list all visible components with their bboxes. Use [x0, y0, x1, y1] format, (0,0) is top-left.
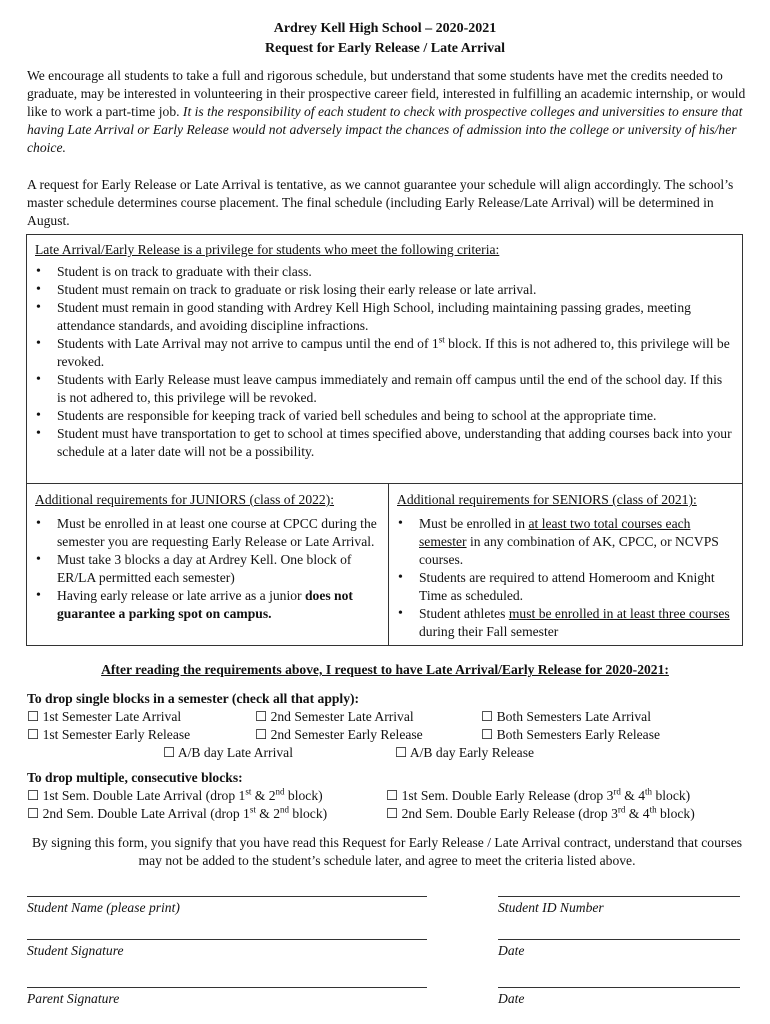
list-item: • Students are responsible for keeping track of varied bell schedules and being to school at the appropriate time.	[27, 407, 732, 425]
list-item: • Student must have transportation to get to school at times specified above, understanding that adding courses back into your schedule at a later date will not be a possibility.	[27, 425, 732, 461]
checkbox-ab-day-late-arrival[interactable]: ☐ A/B day Late Arrival	[163, 745, 293, 760]
intro-paragraph	[27, 67, 747, 157]
list-item: • Must take 3 blocks a day at Ardrey Kell. One block of ER/LA permitted each semester)	[27, 551, 382, 587]
multiple-blocks-heading: To drop multiple, consecutive blocks:	[27, 770, 243, 785]
student-signature-label: Student Signature	[27, 943, 124, 958]
list-item: • Must be enrolled in at least two total courses each semester in any combination of AK, CPCC, or NCVPS courses.	[389, 515, 734, 569]
criteria-list	[27, 263, 732, 461]
intro-italic-text: It is the responsibility of each student to check with prospective colleges and universities to ensure that having Late Arrival or Early Release would not adversely impact the chances of admission into the college or university of his/her choice.	[27, 104, 743, 155]
date-line-2[interactable]	[498, 987, 740, 988]
juniors-heading: Additional requirements for JUNIORS (class of 2022):	[35, 492, 335, 507]
list-item: • Students with Early Release must leave campus immediately and remain off campus until the end of the school day. If this is not adhered to, this privilege will be revoked.	[27, 371, 732, 407]
seniors-box	[388, 483, 743, 646]
intro-text: We encourage all students to take a full and rigorous schedule, but understand that some students have met the credits needed to graduate, may be interested in volunteering in their prospective career field, interested in fulfilling an academic internship, or would like to work a part-time job.	[27, 68, 746, 119]
seniors-heading: Additional requirements for SENIORS (class of 2021):	[397, 492, 697, 507]
date-label-2: Date	[498, 991, 525, 1006]
list-item: • Having early release or late arrive as a junior does not guarantee a parking spot on campus.	[27, 587, 382, 623]
list-item: • Must be enrolled in at least one course at CPCC during the semester you are requesting Early Release or Late Arrival.	[27, 515, 382, 551]
checkbox-1st-sem-early-release[interactable]: ☐ 1st Semester Early Release	[27, 727, 191, 742]
criteria-heading: Late Arrival/Early Release is a privilege for students who meet the following criteria:	[35, 242, 500, 257]
student-signature-line[interactable]	[27, 939, 427, 940]
checkbox-both-sem-late-arrival[interactable]: ☐ Both Semesters Late Arrival	[481, 709, 651, 724]
date-line-1[interactable]	[498, 939, 740, 940]
list-item: • Students are required to attend Homeroom and Knight Time as scheduled.	[389, 569, 734, 605]
checkbox-1st-sem-double-late[interactable]: ☐ 1st Sem. Double Late Arrival (drop 1st & 2nd block)	[27, 786, 323, 803]
student-id-line[interactable]	[498, 896, 740, 897]
single-blocks-heading: To drop single blocks in a semester (check all that apply):	[27, 691, 360, 706]
juniors-list	[27, 515, 382, 623]
checkbox-both-sem-early-release[interactable]: ☐ Both Semesters Early Release	[481, 727, 661, 742]
date-label-1: Date	[498, 943, 525, 958]
agreement-text: By signing this form, you signify that you have read this Request for Early Release / Late Arrival contract, understand that courses may not be added to the student’s schedule later, and agree to meet the criteria listed above.	[31, 835, 743, 868]
list-item: • Student must remain in good standing with Ardrey Kell High School, including maintaining passing grades, meeting attendance standards, and avoiding discipline infractions.	[27, 299, 732, 335]
seniors-list	[389, 515, 734, 641]
list-item: • Student is on track to graduate with their class.	[27, 263, 732, 281]
form-title: Request for Early Release / Late Arrival	[264, 41, 506, 56]
checkbox-1st-sem-double-early[interactable]: ☐ 1st Sem. Double Early Release (drop 3rd & 4th block)	[386, 786, 691, 803]
checkbox-ab-day-early-release[interactable]: ☐ A/B day Early Release	[395, 745, 535, 760]
checkbox-2nd-sem-double-early[interactable]: ☐ 2nd Sem. Double Early Release (drop 3rd & 4th block)	[386, 804, 695, 821]
student-id-label: Student ID Number	[498, 900, 604, 915]
student-name-line[interactable]	[27, 896, 427, 897]
school-title: Ardrey Kell High School – 2020-2021	[273, 21, 497, 36]
parent-signature-label: Parent Signature	[27, 991, 120, 1006]
parent-signature-line[interactable]	[27, 987, 427, 988]
tentative-paragraph: A request for Early Release or Late Arrival is tentative, as we cannot guarantee your schedule will align accordingly. The school’s master schedule determines course placement. The final schedule (including Early Release/Late Arrival) will be determined in August.	[27, 177, 734, 228]
list-item: • Students with Late Arrival may not arrive to campus until the end of 1st block. If this is not adhered to, this privilege will be revoked.	[27, 335, 732, 371]
list-item: • Student athletes must be enrolled in at least three courses during their Fall semester	[389, 605, 734, 641]
checkbox-2nd-sem-early-release[interactable]: ☐ 2nd Semester Early Release	[255, 727, 423, 742]
criteria-box	[26, 234, 743, 484]
student-name-label: Student Name (please print)	[27, 900, 180, 915]
checkbox-2nd-sem-late-arrival[interactable]: ☐ 2nd Semester Late Arrival	[255, 709, 414, 724]
juniors-box	[26, 483, 389, 646]
list-item: • Student must remain on track to graduate or risk losing their early release or late arrival.	[27, 281, 732, 299]
checkbox-1st-sem-late-arrival[interactable]: ☐ 1st Semester Late Arrival	[27, 709, 182, 724]
request-heading: After reading the requirements above, I request to have Late Arrival/Early Release for 2020-2021:	[101, 662, 669, 677]
checkbox-2nd-sem-double-late[interactable]: ☐ 2nd Sem. Double Late Arrival (drop 1st & 2nd block)	[27, 804, 328, 821]
